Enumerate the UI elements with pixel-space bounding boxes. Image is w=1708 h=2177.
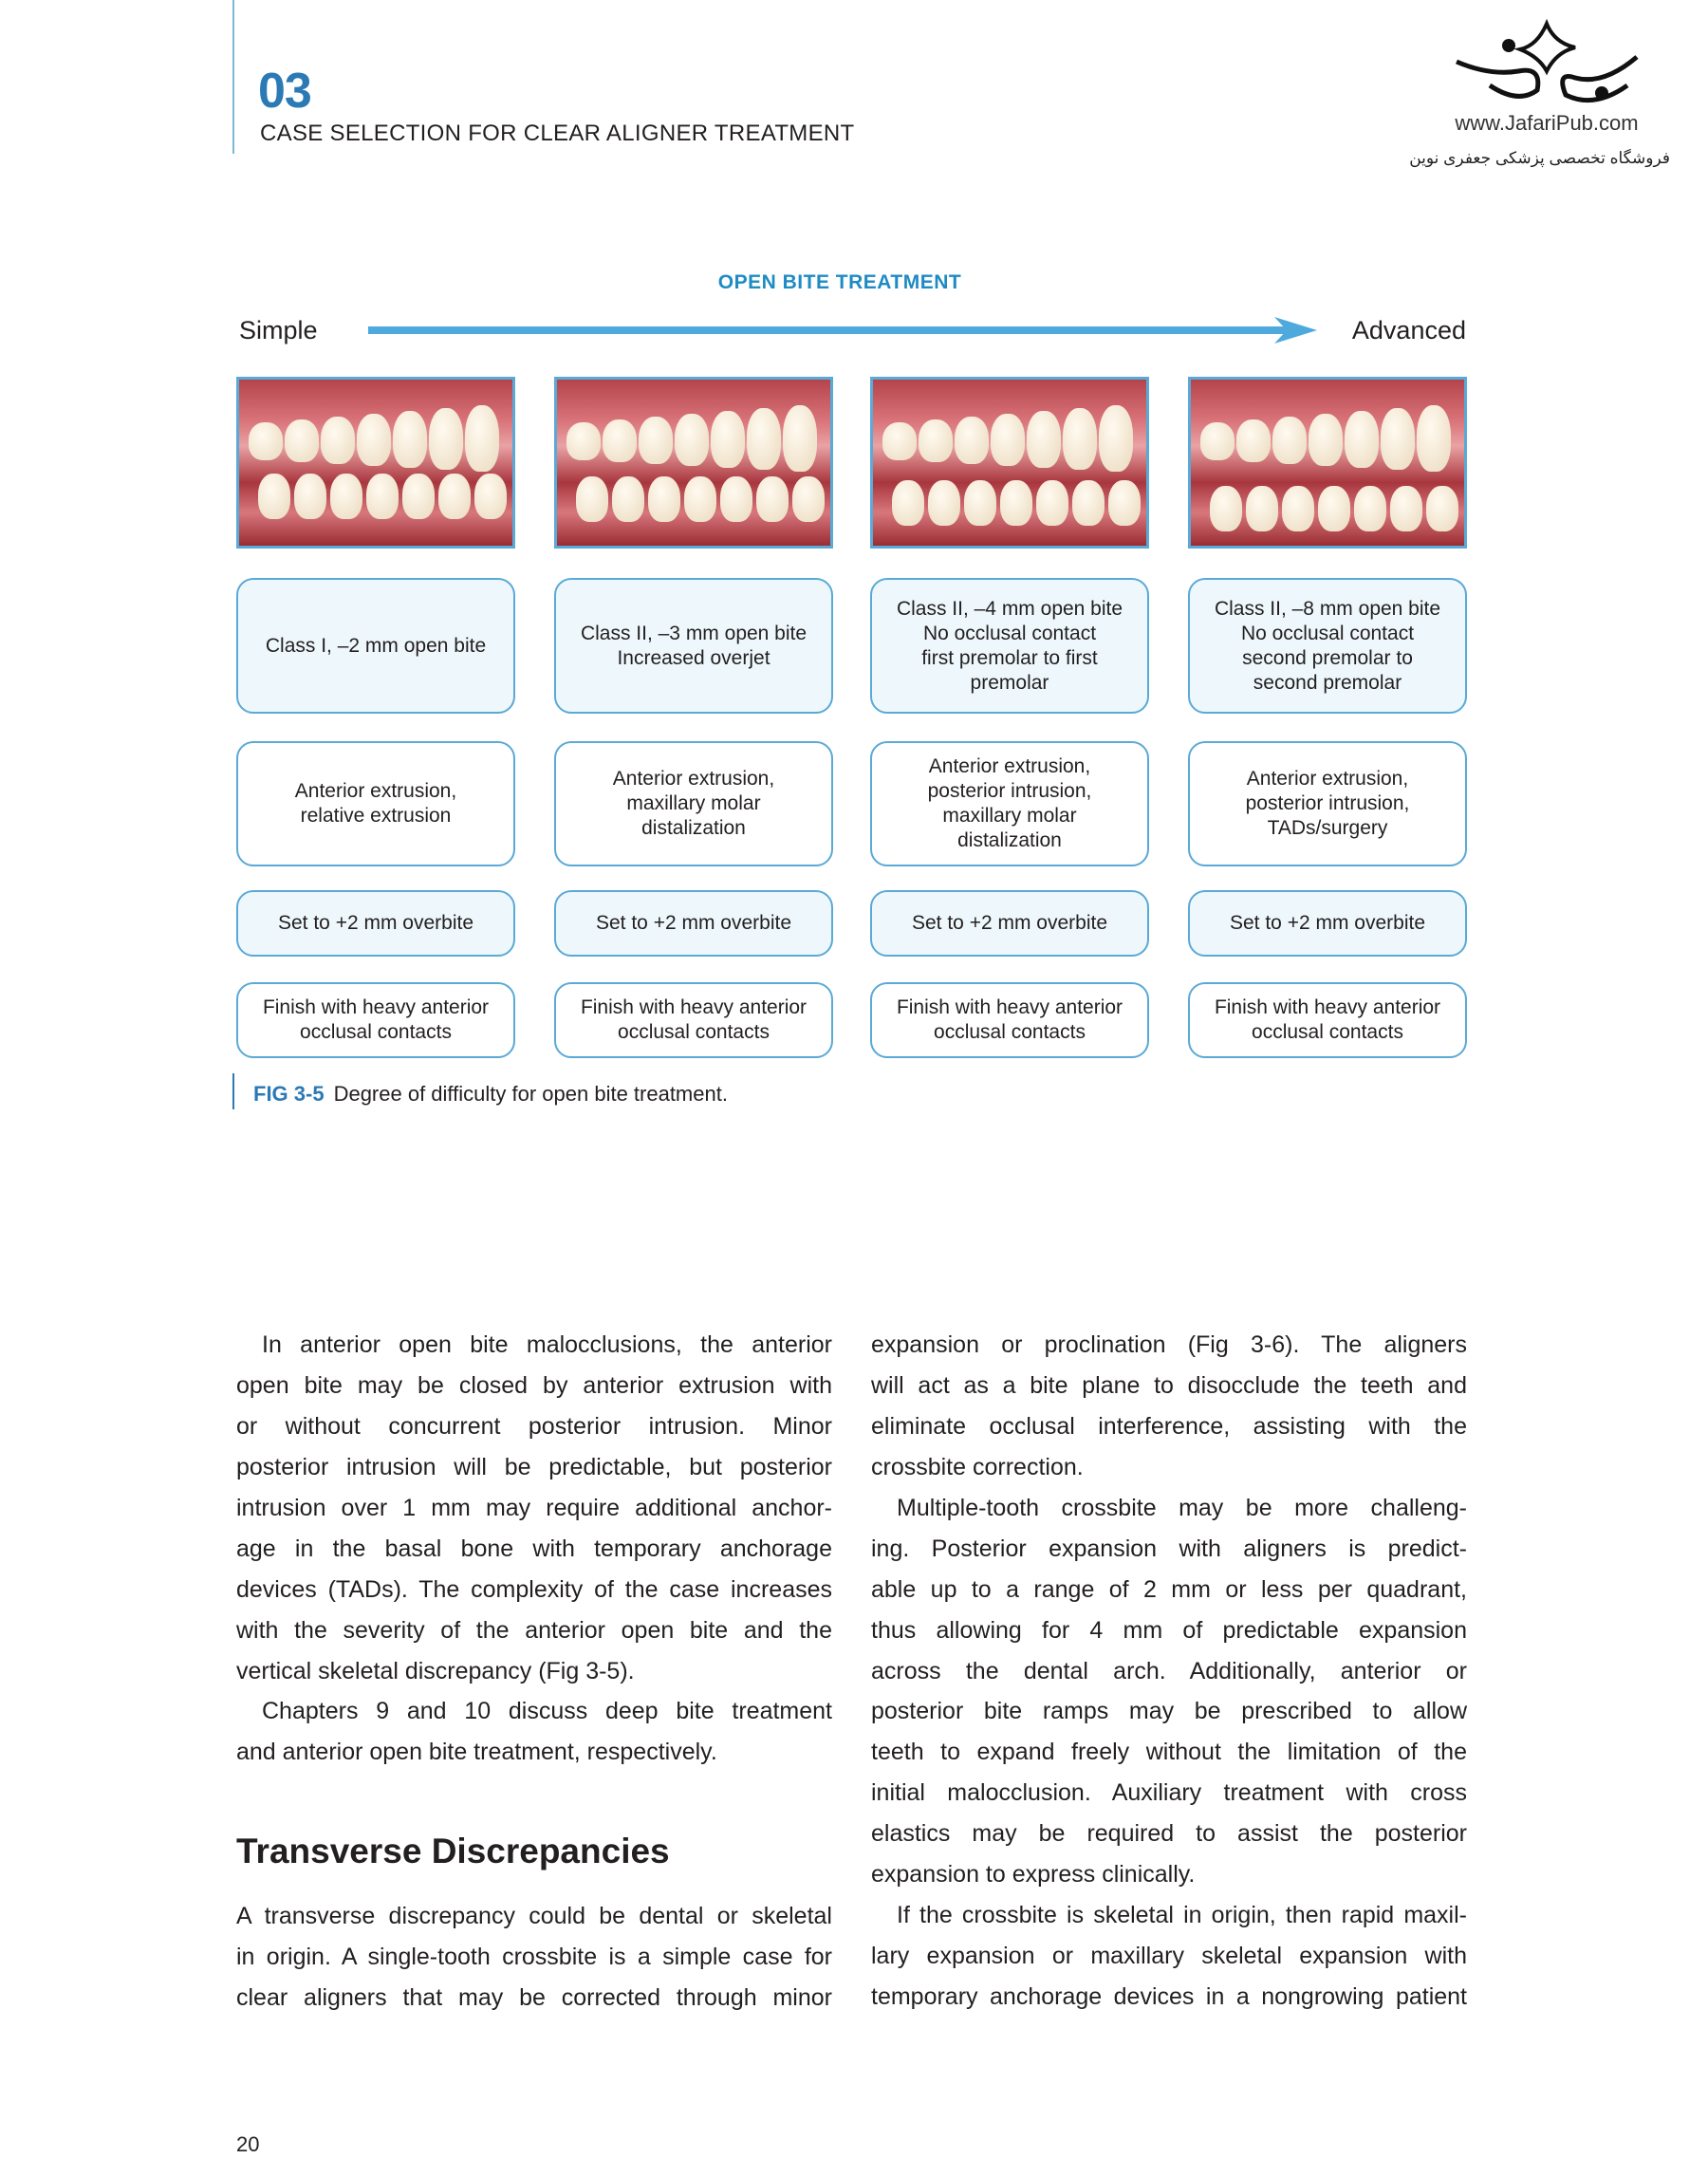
condition-box: Class II, –3 mm open bite Increased overjet [554, 578, 833, 714]
text-line: ing. Posterior expansion with aligners is predict- [871, 1535, 1467, 1562]
text-line: eliminate occlusal interference, assisting with the [871, 1412, 1467, 1440]
upper-tooth [321, 417, 355, 464]
upper-tooth [1236, 419, 1271, 462]
lower-tooth [576, 476, 608, 522]
upper-tooth [783, 405, 817, 472]
treatment-box: Anterior extrusion, posterior intrusion, TADs/surgery [1188, 741, 1467, 866]
upper-tooth [1272, 417, 1307, 464]
intraoral-photo [554, 377, 833, 549]
upper-tooth [603, 419, 637, 462]
caption-label: FIG 3-5 [253, 1082, 325, 1106]
upper-tooth [393, 411, 427, 468]
calligraphy-logo-icon [1452, 19, 1642, 109]
upper-tooth [1200, 422, 1235, 460]
upper-tooth [1099, 405, 1133, 472]
text-line: Chapters 9 and 10 discuss deep bite treatment [262, 1698, 832, 1725]
treatment-box: Anterior extrusion, posterior intrusion, maxillary molar distalization [870, 741, 1149, 866]
lower-tooth [402, 474, 435, 519]
lower-tooth [612, 476, 644, 522]
lower-tooth [684, 476, 716, 522]
section-heading: Transverse Discrepancies [236, 1832, 670, 1870]
body-column-2 [871, 1325, 1467, 2018]
lower-tooth [1246, 486, 1278, 531]
upper-tooth [991, 414, 1025, 466]
text-line: thus allowing for 4 mm of predictable expansion [871, 1616, 1467, 1644]
upper-tooth [882, 422, 917, 460]
lower-tooth [1000, 480, 1032, 526]
text-line: will act as a bite plane to disocclude the teeth and [871, 1371, 1467, 1399]
text-line: able up to a range of 2 mm or less per quadrant, [871, 1575, 1467, 1603]
text-line: with the severity of the anterior open bite and the [236, 1616, 832, 1644]
chapter-number: 03 [258, 64, 311, 119]
text-line: or without concurrent posterior intrusion. Minor [236, 1412, 832, 1440]
text-line: If the crossbite is skeletal in origin, then rapid maxil- [897, 1902, 1467, 1929]
lower-tooth [1426, 486, 1458, 531]
upper-tooth [747, 408, 781, 470]
scale-start-label: Simple [239, 316, 318, 344]
finish-box: Finish with heavy anterior occlusal contacts [554, 982, 833, 1058]
upper-tooth [639, 417, 673, 464]
condition-box: Class II, –4 mm open bite No occlusal contact first premolar to first premolar [870, 578, 1149, 714]
lower-tooth [648, 476, 680, 522]
lower-tooth [1210, 486, 1242, 531]
lower-tooth [1390, 486, 1422, 531]
text-line: Multiple-tooth crossbite may be more challeng- [897, 1494, 1467, 1521]
body-column-1-bottom [236, 1896, 832, 2019]
overbite-box: Set to +2 mm overbite [236, 890, 515, 957]
lower-tooth [892, 480, 924, 526]
treatment-box: Anterior extrusion, relative extrusion [236, 741, 515, 866]
treatment-box: Anterior extrusion, maxillary molar distalization [554, 741, 833, 866]
lower-tooth [1354, 486, 1386, 531]
finish-box: Finish with heavy anterior occlusal contacts [870, 982, 1149, 1058]
finish-box: Finish with heavy anterior occlusal contacts [236, 982, 515, 1058]
text-line: A transverse discrepancy could be dental or skeletal [236, 1903, 832, 1929]
text-line: devices (TADs). The complexity of the case increases [236, 1575, 832, 1603]
lower-tooth [1036, 480, 1068, 526]
intraoral-photo [236, 377, 515, 549]
upper-tooth [1381, 408, 1415, 470]
page-number: 20 [236, 2132, 260, 2156]
upper-tooth [1027, 411, 1061, 468]
chapter-rule [232, 0, 234, 154]
text-line: crossbite correction. [871, 1453, 1084, 1480]
lower-tooth [756, 476, 789, 522]
chapter-title: CASE SELECTION FOR CLEAR ALIGNER TREATMENT [260, 121, 855, 146]
overbite-box: Set to +2 mm overbite [554, 890, 833, 957]
upper-tooth [1345, 411, 1379, 468]
caption-text: Degree of difficulty for open bite treatment. [333, 1082, 728, 1106]
upper-tooth [285, 419, 319, 462]
text-line: and anterior open bite treatment, respectively. [236, 1739, 717, 1766]
text-line: vertical skeletal discrepancy (Fig 3-5). [236, 1657, 635, 1684]
logo-url: www.JafariPub.com [1455, 111, 1639, 135]
lower-tooth [474, 474, 507, 519]
publisher-logo [1404, 19, 1689, 190]
condition-box: Class I, –2 mm open bite [236, 578, 515, 714]
lower-tooth [1318, 486, 1350, 531]
text-line: elastics may be required to assist the posterior [871, 1820, 1467, 1848]
lower-tooth [720, 476, 752, 522]
text-line: across the dental arch. Additionally, anterior or [871, 1657, 1467, 1684]
upper-tooth [955, 417, 989, 464]
lower-tooth [294, 474, 326, 519]
text-line: In anterior open bite malocclusions, the anterior [262, 1331, 832, 1358]
caption-rule [232, 1073, 234, 1109]
condition-box: Class II, –8 mm open bite No occlusal contact second premolar to second premolar [1188, 578, 1467, 714]
text-line: posterior bite ramps may be prescribed to allow [871, 1698, 1467, 1725]
text-line: expansion or proclination (Fig 3-6). The aligners [871, 1331, 1467, 1358]
lower-tooth [366, 474, 399, 519]
upper-tooth [357, 414, 391, 466]
figure-title: OPEN BITE TREATMENT [717, 271, 962, 293]
lower-tooth [1282, 486, 1314, 531]
lower-tooth [330, 474, 362, 519]
upper-tooth [465, 405, 499, 472]
upper-tooth [675, 414, 709, 466]
upper-tooth [1063, 408, 1097, 470]
overbite-box: Set to +2 mm overbite [870, 890, 1149, 957]
body-column-1-top [236, 1325, 832, 1773]
text-line: in origin. A single-tooth crossbite is a simple case for [236, 1943, 832, 1970]
text-line: teeth to expand freely without the limitation of the [871, 1739, 1467, 1766]
difficulty-arrow-icon [368, 315, 1317, 345]
text-line: lary expansion or maxillary skeletal expansion with [871, 1943, 1467, 1970]
text-line: age in the basal bone with temporary anchorage [236, 1535, 832, 1562]
upper-tooth [249, 422, 283, 460]
lower-tooth [792, 476, 825, 522]
upper-tooth [429, 408, 463, 470]
lower-tooth [1108, 480, 1141, 526]
lower-tooth [964, 480, 996, 526]
text-line: clear aligners that may be corrected through minor [236, 1983, 832, 2011]
text-line: posterior intrusion will be predictable, but posterior [236, 1453, 832, 1480]
upper-tooth [566, 422, 601, 460]
upper-tooth [1309, 414, 1343, 466]
lower-tooth [258, 474, 290, 519]
finish-box: Finish with heavy anterior occlusal contacts [1188, 982, 1467, 1058]
lower-tooth [438, 474, 471, 519]
intraoral-photo [870, 377, 1149, 549]
intraoral-photo [1188, 377, 1467, 549]
text-line: intrusion over 1 mm may require additional anchor- [236, 1494, 832, 1521]
figure-caption [253, 1082, 728, 1107]
upper-tooth [1417, 405, 1451, 472]
text-line: temporary anchorage devices in a nongrowing patient [871, 1983, 1467, 2010]
text-line: open bite may be closed by anterior extrusion with [236, 1371, 832, 1399]
upper-tooth [919, 419, 953, 462]
upper-tooth [711, 411, 745, 468]
logo-tagline: فروشگاه تخصصی پزشکی جعفری نوین [1409, 149, 1670, 167]
text-line: expansion to express clinically. [871, 1861, 1196, 1889]
text-line: initial malocclusion. Auxiliary treatment with cross [871, 1779, 1467, 1807]
overbite-box: Set to +2 mm overbite [1188, 890, 1467, 957]
lower-tooth [928, 480, 960, 526]
lower-tooth [1072, 480, 1105, 526]
scale-end-label: Advanced [1351, 316, 1466, 344]
